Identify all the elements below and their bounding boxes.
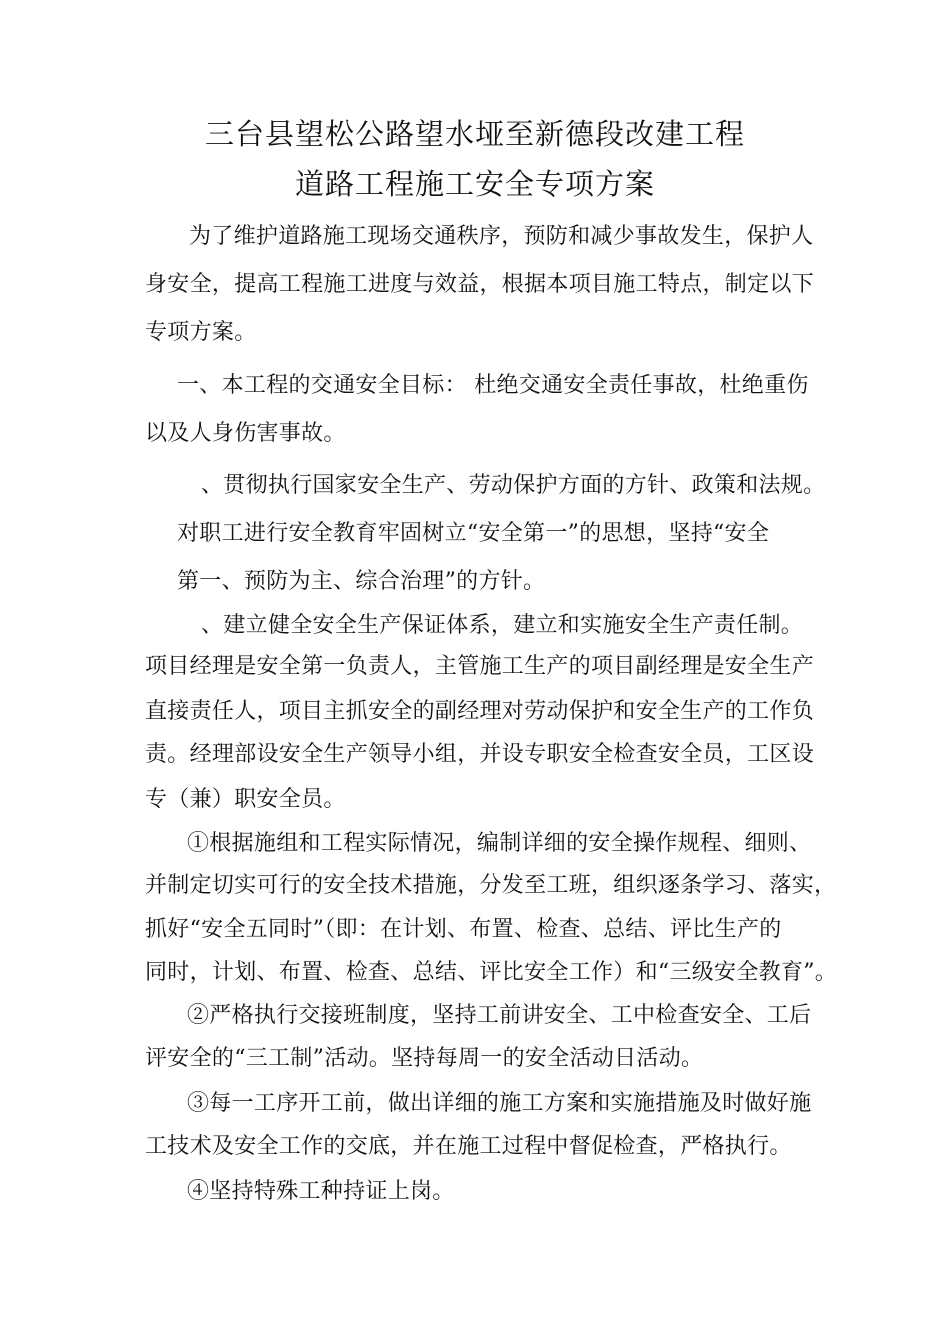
paragraph-line: ②严格执行交接班制度，坚持工前讲安全、工中检查安全、工后	[187, 1003, 812, 1028]
paragraph-line: 以及人身伤害事故。	[145, 421, 346, 446]
paragraph-line: 、建立健全安全生产保证体系，建立和实施安全生产责任制。	[201, 613, 804, 638]
paragraph-line: 评安全的“三工制”活动。坚持每周一的安全活动日活动。	[145, 1046, 704, 1071]
paragraph-line: 项目经理是安全第一负责人，主管施工生产的项目副经理是安全生产	[145, 654, 815, 679]
paragraph-line: 一、本工程的交通安全目标： 杜绝交通安全责任事故，杜绝重伤	[177, 373, 809, 398]
paragraph-line: 对职工进行安全教育牢固树立“安全第一”的思想，坚持“安全	[177, 521, 770, 546]
paragraph-line: 抓好“安全五同时”（即：在计划、布置、检查、总结、评比生产的	[145, 917, 782, 942]
paragraph-line: ①根据施组和工程实际情况，编制详细的安全操作规程、细则、	[187, 831, 812, 856]
paragraph-line: 、贯彻执行国家安全生产、劳动保护方面的方针、政策和法规。	[201, 473, 826, 498]
document-title-line-1: 三台县望松公路望水垭至新德段改建工程	[204, 117, 745, 151]
paragraph-line: 同时，计划、布置、检查、总结、评比安全工作）和“三级安全教育”。	[145, 960, 838, 985]
paragraph-line: 为了维护道路施工现场交通秩序，预防和减少事故发生，保护人	[189, 224, 814, 249]
paragraph-line: 工技术及安全工作的交底，并在施工过程中督促检查，严格执行。	[145, 1134, 792, 1159]
document-title-line-2: 道路工程施工安全专项方案	[294, 167, 655, 201]
paragraph-line: 责。经理部设安全生产领导小组，并设专职安全检查安全员，工区设	[145, 742, 815, 767]
paragraph-line: 并制定切实可行的安全技术措施，分发至工班，组织逐条学习、落实，	[145, 873, 837, 898]
paragraph-line: 专项方案。	[145, 320, 257, 345]
paragraph-line: 专（兼）职安全员。	[145, 787, 346, 812]
paragraph-line: ③每一工序开工前，做出详细的施工方案和实施措施及时做好施	[187, 1091, 812, 1116]
paragraph-line: ④坚持特殊工种持证上岗。	[187, 1179, 455, 1204]
paragraph-line: 身安全，提高工程施工进度与效益，根据本项目施工特点，制定以下	[145, 272, 815, 297]
paragraph-line: 直接责任人，项目主抓安全的副经理对劳动保护和安全生产的工作负	[145, 699, 815, 724]
paragraph-line: 第一、预防为主、综合治理”的方针。	[177, 569, 546, 594]
